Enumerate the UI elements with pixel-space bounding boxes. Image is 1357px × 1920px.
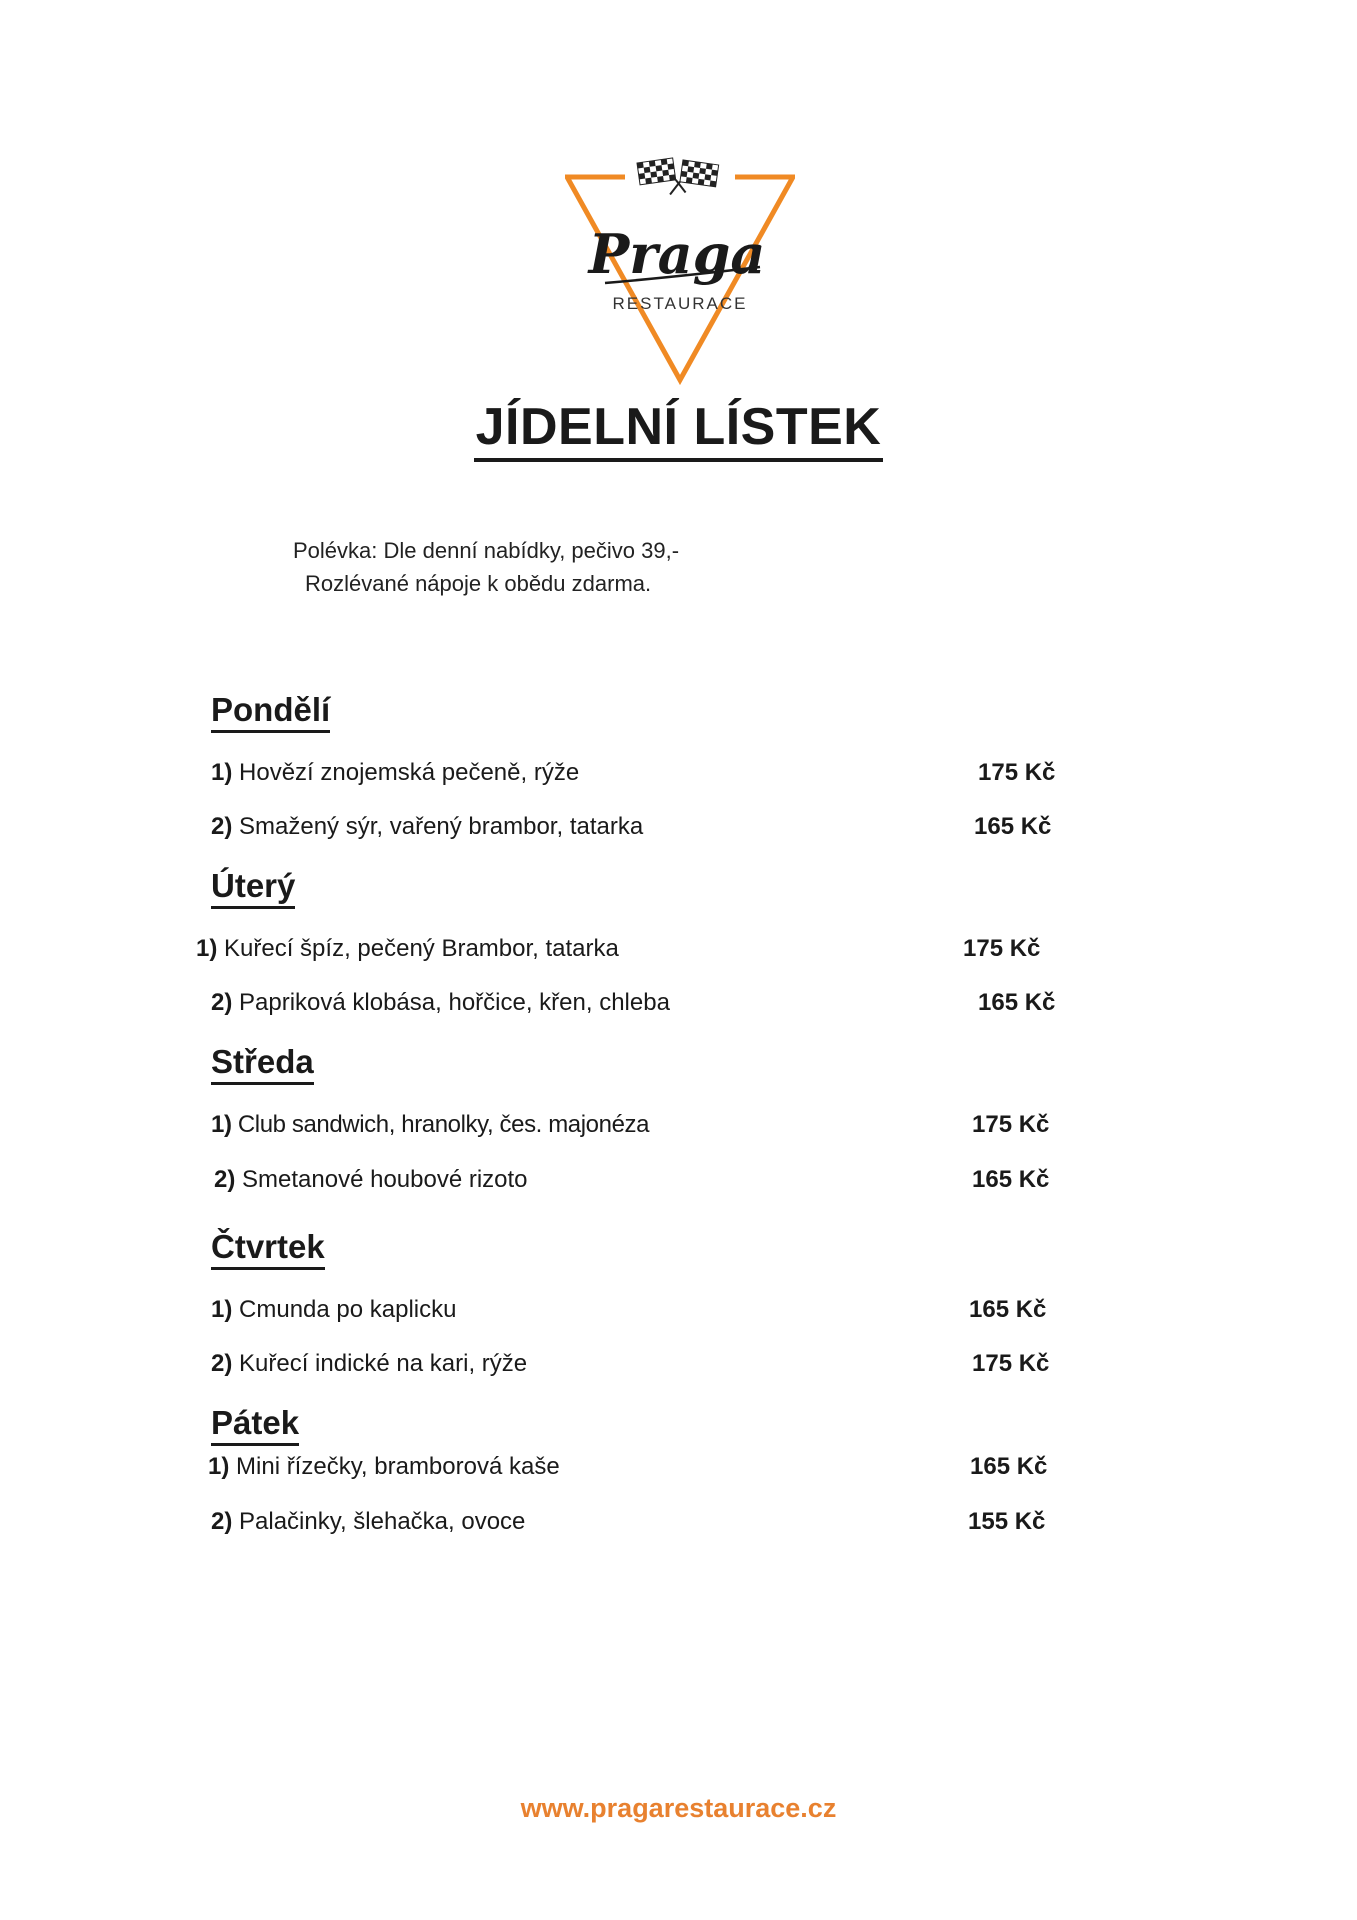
menu-item: 1) Mini řízečky, bramborová kaše [208,1453,560,1480]
day-heading-wednesday: Středa [211,1042,314,1085]
day-heading-monday: Pondělí [211,690,330,733]
menu-item: 2) Smažený sýr, vařený brambor, tatarka [211,813,644,840]
soup-note: Polévka: Dle denní nabídky, pečivo 39,- [293,538,680,563]
page-title: JÍDELNÍ LÍSTEK [0,396,1357,462]
day-heading-thursday: Čtvrtek [211,1227,325,1270]
menu-item: 1) Club sandwich, hranolky, čes. majonéza [211,1111,650,1138]
menu-item-price: 165 Kč [972,1166,1050,1193]
logo-subtitle: RESTAURACE [612,294,748,313]
menu-item-price: 175 Kč [972,1111,1050,1138]
checkered-flags-icon [637,157,719,201]
menu-item: 1) Cmunda po kaplicku [211,1296,457,1323]
menu-item-price: 165 Kč [974,813,1052,840]
menu-item-price: 175 Kč [972,1350,1050,1377]
praga-restaurace-logo [565,155,795,390]
day-heading-tuesday: Úterý [211,866,295,909]
drinks-note: Rozlévané nápoje k obědu zdarma. [305,571,652,596]
menu-item: 2) Smetanové houbové rizoto [214,1166,528,1193]
menu-item-price: 165 Kč [970,1453,1048,1480]
website-link[interactable]: www.pragarestaurace.cz [520,1793,837,1823]
menu-item: 1) Kuřecí špíz, pečený Brambor, tatarka [196,935,619,962]
menu-item: 2) Palačinky, šlehačka, ovoce [211,1508,526,1535]
menu-item-price: 175 Kč [963,935,1041,962]
menu-item: 1) Hovězí znojemská pečeně, rýže [211,759,580,786]
day-heading-friday: Pátek [211,1403,299,1446]
menu-item-price: 175 Kč [978,759,1056,786]
menu-item: 2) Kuřecí indické na kari, rýže [211,1350,528,1377]
menu-item-price: 165 Kč [969,1296,1047,1323]
menu-item-price: 155 Kč [968,1508,1046,1535]
logo-script-text: Praga [588,222,766,286]
menu-item: 2) Papriková klobása, hořčice, křen, chleba [211,989,670,1016]
menu-item-price: 165 Kč [978,989,1056,1016]
